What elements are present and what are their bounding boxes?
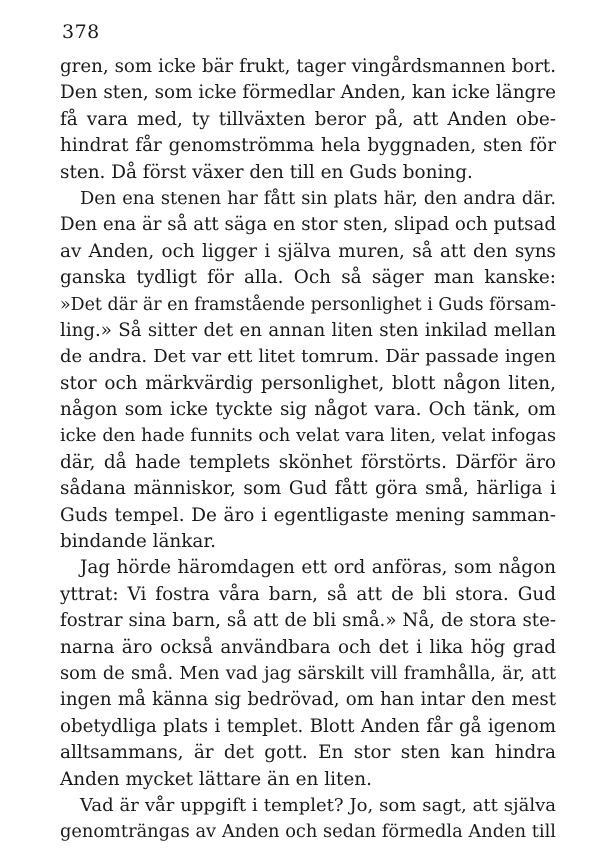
text-line: icke den hade funnits och velat vara liten, velat infogas xyxy=(60,426,556,447)
text-line: som de små. Men vad jag särskilt vill framhålla, är, att xyxy=(60,662,556,684)
text-line: fostrar sina barn, så att de bli små.» Nå, de stora ste- xyxy=(60,610,556,632)
text-body xyxy=(60,54,556,846)
text-line: Anden mycket lättare än en liten. xyxy=(60,768,372,790)
text-line: Vad är vår uppgift i templet? Jo, som sagt, att själva xyxy=(80,794,556,816)
text-line: Den sten, som icke förmedlar Anden, kan icke längre xyxy=(60,82,556,104)
text-line: hindrat får genomströmma hela byggnaden, sten för xyxy=(60,135,556,157)
text-line: obetydliga plats i templet. Blott Anden får gå igenom xyxy=(60,715,556,737)
text-line: sådana människor, som Gud fått göra små, härliga i xyxy=(60,478,556,500)
text-line: »Det där är en framstående personlighet i Guds försam- xyxy=(60,294,556,315)
text-line: yttrat: Vi fostra våra barn, så att de bli stora. Gud xyxy=(60,583,556,605)
text-line: genomträngas av Anden och sedan förmedla Anden till xyxy=(60,821,556,843)
text-line: narna äro också användbara och det i lika hög grad xyxy=(60,636,556,658)
text-line: bindande länkar. xyxy=(60,531,216,553)
text-line: Guds tempel. De äro i egentligaste mening samman- xyxy=(60,504,556,526)
text-line: gren, som icke bär frukt, tager vingårdsmannen bort. xyxy=(60,56,556,77)
text-line: av Anden, och ligger i själva muren, så att den syns xyxy=(60,240,556,262)
text-line: alltsammans, är det gott. En stor sten kan hindra xyxy=(60,742,556,764)
text-line: ganska tydligt för alla. Och så säger man kanske: xyxy=(60,267,556,289)
text-line: Den ena är så att säga en stor sten, slipad och putsad xyxy=(60,214,556,236)
text-line: där, då hade templets skönhet förstörts. Därför äro xyxy=(60,451,556,473)
text-line: ingen må känna sig bedrövad, om han intar den mest xyxy=(60,689,556,711)
text-line: sten. Då först växer den till en Guds boning. xyxy=(60,161,473,183)
text-line: Jag hörde häromdagen ett ord anföras, som någon xyxy=(80,557,556,579)
text-line: någon som icke tyckte sig något vara. Och tänk, om xyxy=(60,399,556,421)
text-line: ling.» Så sitter det en annan liten sten inkilad mellan xyxy=(60,319,556,341)
text-line: de andra. Det var ett litet tomrum. Där passade ingen xyxy=(60,346,556,368)
text-line: stor och märkvärdig personlighet, blott någon liten, xyxy=(60,372,556,394)
text-line: få vara med, ty tillväxten beror på, att Anden obe- xyxy=(60,108,556,130)
text-line: Den ena stenen har fått sin plats här, den andra där. xyxy=(80,187,556,209)
page-number: 378 xyxy=(62,21,100,43)
